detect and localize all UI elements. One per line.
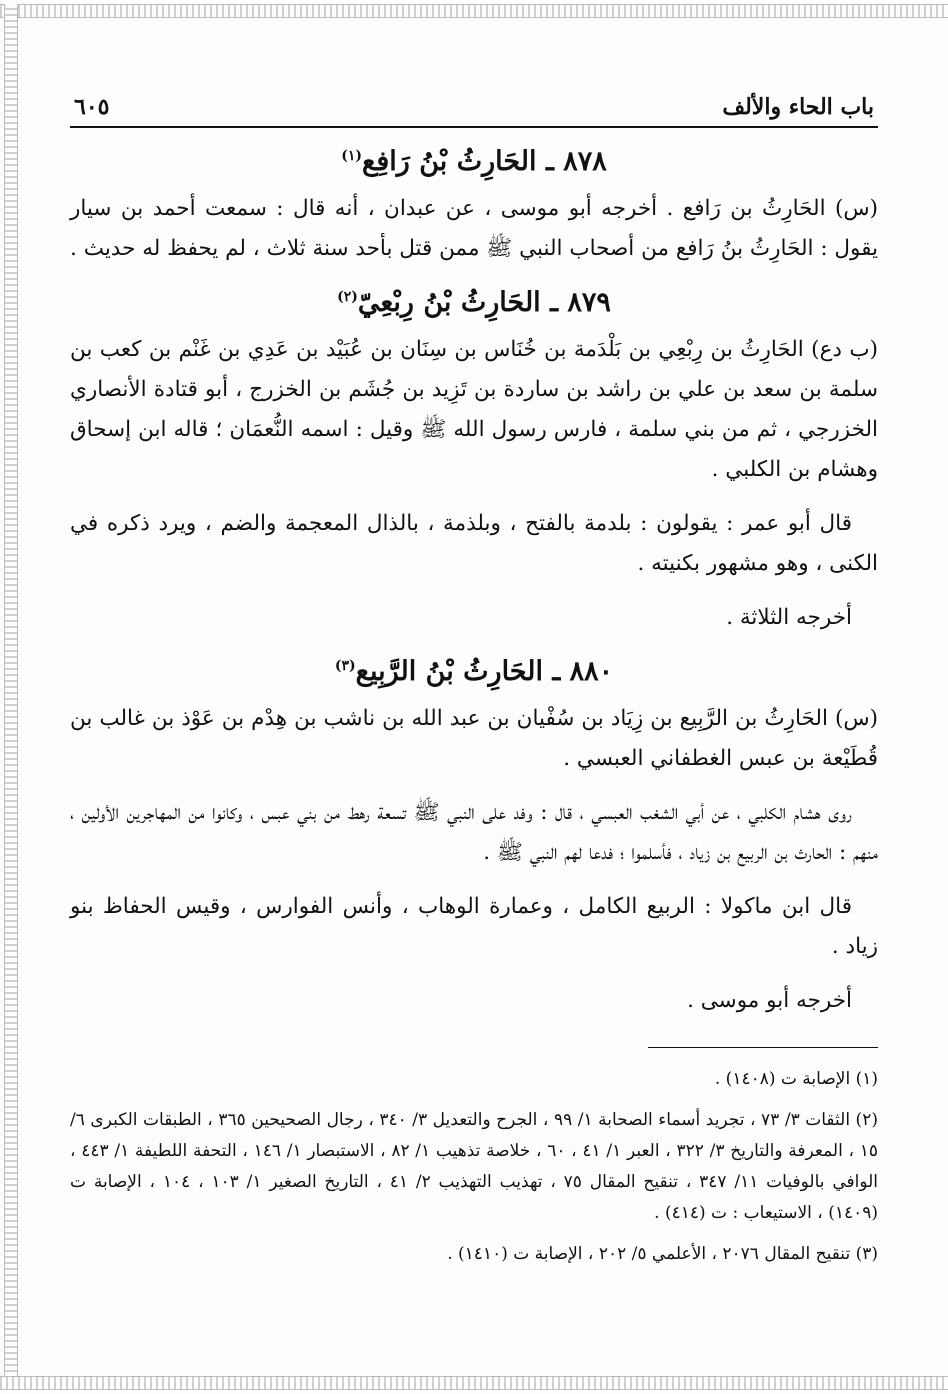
footnote-mark: (١) [341,148,363,164]
footnote-mark: (٣) [334,658,356,674]
entry-paragraph: (س) الحَارِثُ بن رَافع . أخرجه أبو موسى ، عن عبدان ، أنه قال : سمعت أحمد بن سيار يقول : الحَارِثُ بنُ رَافع من أصحاب النبي ﷺ ممن قتل بأحد سنة ثلاث ، لم يحفظ له حديث . [70,196,878,261]
footnote: (١) الإصابة ت (١٤٠٨) . [714,1069,878,1089]
entry-paragraph: أخرجه الثلاثة . [726,605,852,630]
entry-title: ٨٧٩ ـ الحَارِثُ بْنُ رِبْعِيّ$^{(٢)}$ [337,287,611,318]
page-border-top [0,4,948,18]
entry-paragraph: قال أبو عمر : يقولون : بلدمة بالفتح ، وبلذمة ، بالذال المعجمة والضم ، ويرد ذكره في الكنى ، وهو مشهور بكنيته . [70,511,878,576]
entry-paragraph: روى هشام الكلبي ، عن أبي الشغب العبسي ، قال : وفد على النبي ﷺ تسعة رهط من بني عبس ، وكانوا من المهاجرين الأولين ، منهم : الحارث بن الربيع بن زياد ، فأسلموا ؛ فدعا لهم النبي ﷺ . [70,800,878,865]
entry-879 [70,287,878,638]
entry-paragraph: قال ابن ماكولا : الربيع الكامل ، وعمارة الوهاب ، وأنس الفوارس ، وقيس الحفاظ بنو زياد . [70,894,878,959]
entry-paragraph: (ب دع) الحَارِثُ بن رِبْعِي بن بَلْدَمة بن خُنَاس بن سِنَان بن عُبَيْد بن عَدِي بن غَنْم بن كعب بن سلمة بن سعد بن علي بن راشد بن ساردة بن تَزِيد بن جُشَم بن الخزرج ، أبو قتادة الأنصاري الخزرجي ، ثم من بني سلمة ، فارس رسول الله ﷺ وقيل : اسمه النُّعمَان ؛ قاله ابن إسحاق وهشام بن الكلبي . [70,337,878,482]
entry-paragraph: أخرجه أبو موسى . [687,988,852,1013]
page-border-left [4,4,18,1390]
footnote: (٣) تنقيح المقال ٢٠٧٦ ، الأعلمي ٥/ ٢٠٢ ، الإصابة ت (١٤١٠) . [447,1244,878,1264]
page-number: ٦٠٥ [74,94,110,120]
footnote-rule [648,1047,878,1048]
book-page [70,80,878,1370]
chapter-title: باب الحاء والألف [722,94,874,120]
page-border-bottom [0,1376,948,1390]
footnote: (٢) الثقات ٣/ ٧٣ ، تجريد أسماء الصحابة ١/ ٩٩ ، الجرح والتعديل ٣/ ٣٤٠ ، رجال الصحيحين ٣٦٥ ، الطبقات الكبرى ٦/ ١٥ ، المعرفة والتاريخ ٣/ ٣٢٢ ، العبر ١/ ٤١ ، ٦٠ ، خلاصة تذهيب ١/ ٨٢ ، الاستبصار ١/ ١٤٦ ، التحفة اللطيفة ١/ ٤٤٣ ، الوافي بالوفيات ١١/ ٣٤٧ ، تنقيح المقال ٧٥ ، تهذيب التهذيب ٢/ ٤١ ، التاريخ الصغير ١/ ١٠٣ ، ١٠٤ ، الإصابة ت (١٤٠٩) ، الاستيعاب : ت (٤١٤) . [70,1110,879,1223]
entry-878 [70,146,878,269]
entry-title: ٨٨٠ ـ الحَارِثُ بْنُ الرَّبِيع$^{(٣)}$ [334,656,614,687]
entry-paragraph: (س) الحَارِثُ بن الرَّبِيع بن زِيَاد بن سُفْيان بن عبد الله بن ناشب بن هِدْم بن عَوْذ بن غالب بن قُطَيْعة بن عبس الغطفاني العبسي . [70,706,878,771]
footnotes [70,1064,878,1270]
footnote-mark: (٢) [337,289,358,305]
entry-880 [70,656,878,1021]
entry-title: ٨٧٨ ـ الحَارِثُ بْنُ رَافِع$^{(١)}$ [341,146,607,177]
running-head [70,80,878,128]
